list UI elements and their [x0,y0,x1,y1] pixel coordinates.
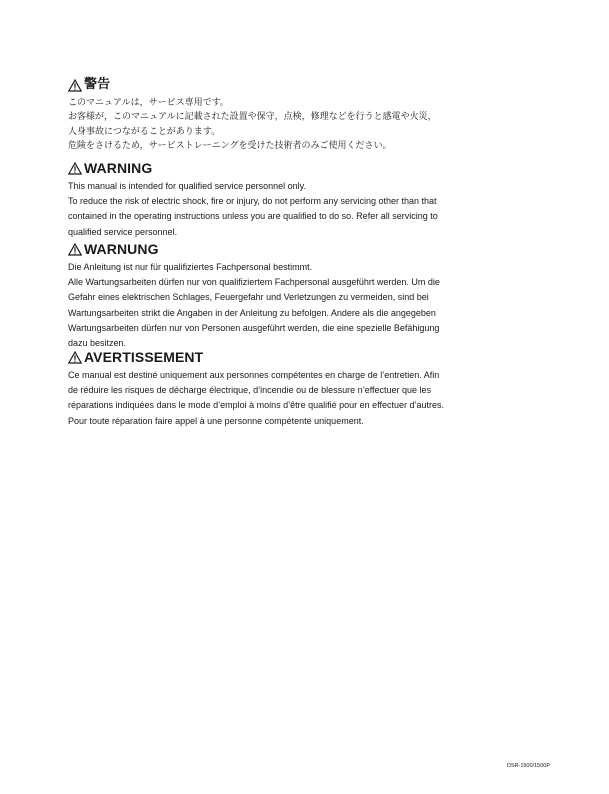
heading-text: 警告 [84,77,111,92]
warning-section-german [68,240,548,351]
warning-section-french [68,348,548,429]
warning-section-english [68,159,548,240]
body-line: Ce manual est destiné uniquement aux personnes compétentes en charge de l’entretien. Afin [68,370,440,380]
section-heading [68,159,548,177]
body-line: dazu besitzen. [68,338,127,349]
warning-triangle-icon [68,162,82,175]
body-line: Wartungsarbeiten dürfen nur von Personen ausgeführt werden, die eine spezielle Befähigung [68,322,440,333]
body-line: Wartungsarbeiten strikt die Angaben in der Anleitung zu befolgen. Andere als die angegeben [68,307,436,318]
body-line: Die Anleitung ist nur für qualifiziertes Fachpersonal bestimmt. [68,262,313,272]
section-heading [68,240,548,258]
body-line: このマニュアルは，サービス専用です。 [68,98,229,108]
body-line: Pour toute réparation faire appel à une personne compétente uniquement. [68,415,364,426]
body-line: 人身事故につながることがあります。 [68,126,221,137]
body-line: qualified service personnel. [68,226,178,237]
section-heading [68,348,548,366]
body-line: réparations indiquées dans le mode d’emploi à moins d’être qualifié pour en effectuer d’autres. [68,400,445,411]
body-line: Gefahr eines elektrischen Schlages, Feuergefahr und Verletzungen zu vermeiden, sind bei [68,292,429,303]
body-line: This manual is intended for qualified service personnel only. [68,181,306,191]
warning-triangle-icon [68,243,82,256]
heading-text: WARNUNG [84,241,159,257]
section-heading [68,76,548,94]
warning-triangle-icon [68,79,82,92]
body-line: To reduce the risk of electric shock, fire or injury, do not perform any servicing other than that [68,196,437,207]
body-line: Alle Wartungsarbeiten dürfen nur von qualifiziertem Fachpersonal ausgeführt werden. Um die [68,277,440,288]
body-line: contained in the operating instructions unless you are qualified to do so. Refer all servicing to [68,211,438,222]
body-line: お客様が，このマニュアルに記載された設置や保守，点検，修理などを行うと感電や火災， [68,112,437,123]
warning-triangle-icon [68,351,82,364]
body-line: de réduire les risques de décharge électrique, d’incendie ou de blessure n’effectuer que les [68,385,432,396]
body-line: 危険をさけるため，サービストレーニングを受けた技術者のみご使用ください。 [68,141,392,152]
heading-text: WARNING [84,160,153,176]
model-number-footer: DSR-1500/1500P [506,763,550,769]
warning-section-japanese [68,76,548,154]
heading-text: AVERTISSEMENT [84,349,204,365]
